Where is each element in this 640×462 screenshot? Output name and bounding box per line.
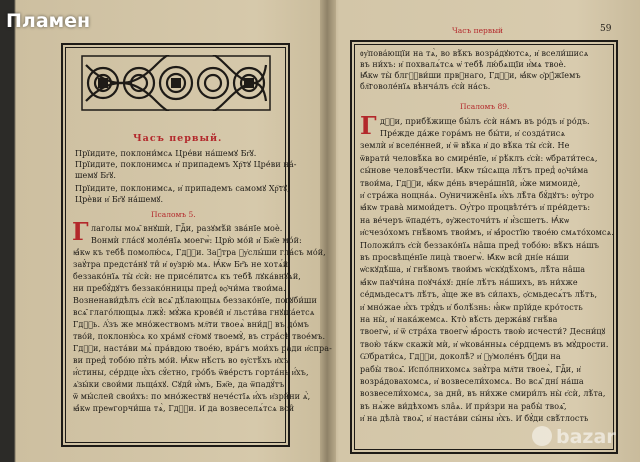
text-line: и҆ мно́жае и҆́хъ трꙋ́дъ и҆ болѣ́знь: ꙗ҆́кѡ прїи́де кро́тость — [360, 302, 583, 312]
text-line: въ ни́хъ: и҆ похвалѧ́тсѧ ѡ҆ тебѣ̀ лю́бѧщїи и҆́мѧ твоѐ. — [360, 60, 567, 69]
drop-cap: Г — [72, 217, 89, 246]
psalm-first-line: дⷭ҇и, прибѣ́жище бы́лъ є҆сѝ на́мъ въ ро́дъ и҆ ро́дъ. — [380, 117, 590, 126]
text-line: въ просвѣще́нїе лица̀ твоегѡ̀. Ꙗ҆́кѡ вси̑ дні́е на́ши — [360, 253, 569, 262]
text-line: Ꙗ҆́кѡ ты̀ блгⷭ҇ви́ши првⷣнаго, Гдⷭ҇и, ꙗ҆́кѡ ѻ҆рꙋ́жїемъ — [360, 71, 581, 80]
text-line: ви пред̾ тобо́ю пꙋ́ть мо́й. Ꙗ҆́кѡ нѣ́сть во ᲂу҆стѣ́хъ и҆хъ — [73, 356, 289, 365]
text-line: всѧ̑ глаго́лющыѧ лжꙋ̀: мꙋ́жа кровє́й и҆ льсти́ва гнꙋша́етсѧ — [73, 308, 315, 317]
watermark-bottom-text: bazar — [556, 426, 616, 448]
text-line: се́дмьдесѧтъ лѣ́тъ, а҆́ще же въ си́лахъ, ѻ҆смьдесѧ́тъ лѣ́тъ, — [360, 290, 598, 300]
text-line: ѿ мы́слей свои́хъ: по мно́жествꙋ нече́стїѧ и҆́хъ и҆зри́ни ѧ҆̀, — [73, 392, 311, 401]
watermark-top: Пламен — [6, 10, 91, 32]
text-line: на ве́черъ ѿпаде́тъ, ᲂу҆жесточи́тъ и҆ и҆́зсшетъ. Ꙗ҆́кѡ — [360, 215, 570, 225]
text-line: беззако́нїѧ ты̀ є҆сѝ: не присе́литсѧ къ тебѣ̀ лꙋка́внꙋѧй, — [73, 272, 301, 281]
text-line: твои́ма, Гдⷭ҇и, ꙗ҆́кѡ де́нь вчера́шнїй, и҆́же мимоидѐ, — [360, 178, 581, 188]
text-line: возра́довахомсѧ, и҆ возвесели́хомсѧ. Во всѧ̑ дні́ на́ша — [360, 377, 584, 386]
text-line: Пре́жде да́же гора́мъ не бы́ти, и҆ созда́тисѧ — [380, 129, 566, 138]
psalm-first-line: лаголы моѧ̑ внꙋшѝ, Гдⷭ҇и, разꙋмѣ́й зва́нїе моѐ. — [91, 224, 283, 233]
text-line: твоегѡ̀, и҆ ѿ стра́ха твоегѡ̀ ꙗ҆́рость твою̀ исчести́? Десни́цꙋ — [360, 327, 606, 337]
psalm-heading: Псаломъ 5. — [151, 210, 196, 219]
book-gutter — [320, 0, 336, 462]
text-line: рабы̀ твоѧ̑. И҆спо́лнихомсѧ заꙋ́тра мл҇ти твоеѧ̀, Гдⷭ҇и, и҆ — [360, 364, 581, 374]
text-line: ꙗ҆́кѡ къ тебѣ̀ помолю́сѧ, Гдⷭ҇и. Заꙋ́тра ᲂу҆слы́ши гла́съ мо́й, — [73, 248, 326, 257]
text-line: Вонмѝ гла́сꙋ моле́нїѧ моегѡ̀: Црю̀ мо́й и҆ Бж҃е мо́й: — [91, 236, 302, 245]
intro-line: Прїидите, поклонимсѧ, и҆ припадемъ самомꙋ Хр҇тꙋ, — [75, 184, 290, 193]
text-line: возвесели́хомсѧ, за дни̑, въ ни́хже смири́лъ ны̀ є҆сѝ, лѣ́та, — [360, 389, 606, 399]
text-line: ѧ҆зы́ки свои́ми льща́хꙋ. Сꙋди̑ и҆̀мъ, Бж҃е, да ѿпадꙋ́тъ — [73, 380, 285, 389]
bazar-logo-icon — [532, 426, 552, 446]
page-number: 59 — [600, 24, 612, 34]
text-line: и҆счезо́хомъ гнѣ́вомъ твои́мъ, и҆ ꙗ҆́ростїю твое́ю смѧто́хомсѧ. — [360, 228, 614, 238]
text-line: ꙗ҆́кѡ паꙋчи́на поꙋча́хꙋ: дні́е лѣ́тъ на́шихъ, въ ни́хже — [360, 277, 578, 287]
text-line: ꙗ҆́кѡ трава̀ мимои́детъ. Оу҆́тро процвѣте́тъ и҆ пре́йдетъ: — [360, 203, 591, 213]
text-line: ѡ҆скꙋдѣ́ша, и҆ гнѣ́вомъ твои́мъ ѡ҆скꙋдѣ́хомъ, лѣ̑та на̑ша — [360, 265, 586, 275]
text-line: ꙗ҆́кѡ преѡгорчи́ша тѧ̀, Гдⷭ҇и. И҆ да возвеселѧ́тсѧ вси̑ — [73, 404, 295, 413]
text-line: Гдⷭ҇ь. А҆́зъ же мно́жествомъ мл҇ти твоеѧ̀ вни́дꙋ въ до́мъ — [73, 320, 309, 329]
intro-line: Прїидитe, поклони́мсѧ Цре́ви на́шемꙋ Бг҃ꙋ. — [75, 149, 257, 158]
text-line: и҆ стра́жа нощна́ѧ. Оу҆ничиже̑нїѧ и҆́хъ лѣ̑та бꙋ́дꙋтъ: ᲂу҆́тро — [360, 191, 595, 200]
drop-cap: Г — [360, 111, 377, 140]
text-line: ни пребꙋ́дꙋтъ беззако́нницы пред̾ ᲂѻ҆чи́ма твои́ма. — [73, 284, 286, 293]
text-line: и҆ на дѣла̀ твоѧ̑, и҆ наста́ви сы́ны и҆́хъ. И҆ бꙋ́ди свѣ́тлость — [360, 414, 589, 424]
right-page — [336, 0, 636, 462]
text-line: на ны̀, и҆ нака́жемсѧ. Кто̀ вѣ́сть держа́вꙋ гнѣ́ва — [360, 315, 558, 324]
text-line: тво́й, поклоню́сѧ ко хра́мꙋ ст҇омꙋ твоемꙋ̀, въ стра́сѣ твое́мъ. — [73, 332, 326, 341]
watermark-bottom — [532, 418, 628, 456]
text-line: землѝ и҆ вселе́нней, и҆ ѿ вѣ́ка и҆ до вѣ́ка ты̀ є҆сѝ. Не — [360, 141, 570, 151]
running-title: Чaсъ пeрвый — [452, 26, 504, 35]
left-page-border — [61, 43, 332, 447]
text-line: ѿврати́ человѣ́ка во смире́нїе, и҆ рѣ́клъ є҆сѝ: ѡ҆брати́тесѧ, — [360, 153, 598, 163]
ornamental-headpiece-icon — [81, 55, 271, 111]
text-line: заꙋ́тра предста́нꙋ ти̑ и҆ ᲂу҆зрю́ мѧ. Ꙗ҆́кѡ Бг҃ъ не хотѧ́й — [73, 260, 289, 269]
intro-line: шемꙋ Бг҃ꙋ. — [75, 171, 117, 180]
left-page — [16, 0, 332, 462]
right-page-border — [350, 40, 618, 454]
text-line: сы́нове человѣ́честїи. Ꙗ҆́кѡ ты́сѧща лѣ́тъ пред̾ ᲂѻ҆чи́ма — [360, 166, 589, 176]
text-line: Возненави́дѣлъ є҆сѝ всѧ̑ дѣ́лающыѧ беззако́нїе, погꙋби́ши — [73, 296, 317, 305]
text-line: бл҇говоле́нїѧ вѣнча́лъ є҆сѝ на́съ. — [360, 82, 491, 91]
text-line: ᲂу҆пова́ющїи на тѧ̀, во вѣ́къ возра́дꙋютсѧ, и҆ всели́шисѧ — [360, 49, 589, 58]
text-line: Положи́лъ є҆сѝ беззако́нїѧ на̑ша пред̾ тобо́ю: вѣ́къ на́шъ — [360, 240, 600, 250]
text-line: Ѡ҆брати́сѧ, Гдⷭ҇и, доколѣ̀? и҆ ᲂу҆моле́нъ бꙋ́ди на — [360, 352, 561, 362]
text-line: Гдⷭ҇и, наста́ви мѧ̀ пра́вдою твое́ю, вра́гъ мои́хъ ра́ди и҆спра- — [73, 344, 332, 353]
intro-line: Прїидите, поклонимсѧ и҆ припадемъ Хр҇тꙋ Цре́ви на́- — [75, 160, 297, 169]
text-line: и҆́стины, се́рдце и҆́хъ сꙋ́єтно, гро́бъ ѿве́рстъ горта́нь и҆́хъ, — [73, 368, 309, 377]
text-line: въ нѧ̀же ви́дѣхомъ ѕла̑ѧ. И҆ при́зри на рабы̀ твоѧ̑, — [360, 401, 567, 411]
text-line: твою̀ та́кѡ скажѝ мѝ, и҆ ѡ҆кова́нныѧ се́рдцемъ въ мꙋ́дрости. — [360, 339, 609, 349]
hour-title: Чaсъ пeрвый. — [133, 133, 223, 144]
psalm-heading: Псаломъ 89. — [460, 102, 510, 111]
intro-line: Црѐви и҆ Бг҃ꙋ на́шемꙋ. — [75, 195, 164, 204]
